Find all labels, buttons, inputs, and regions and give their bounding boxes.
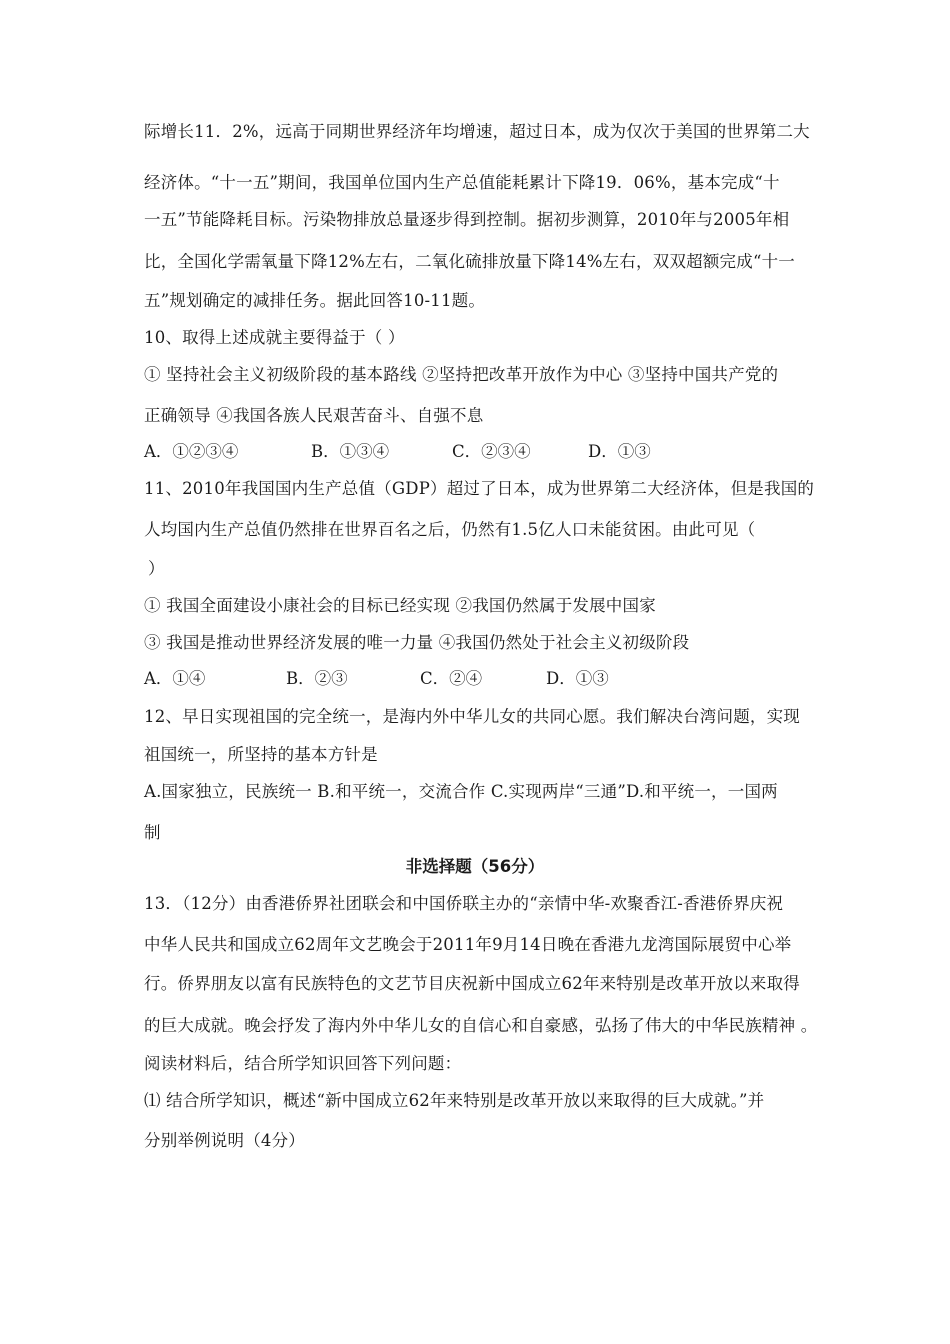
- question-10-option-a: A．①②③④: [144, 442, 239, 461]
- question-11-stem: 11、2010年我国国内生产总值（GDP）超过了日本，成为世界第二大经济体，但是我国的: [144, 479, 815, 498]
- question-11-option-b: B．②③: [286, 669, 348, 688]
- material-line: 五”规划确定的减排任务。据此回答10-11题。: [144, 291, 486, 310]
- question-10-items: ① 坚持社会主义初级阶段的基本路线 ②坚持把改革开放作为中心 ③坚持中国共产党的: [144, 365, 779, 384]
- question-13-line: 中华人民共和国成立62周年文艺晚会于2011年9月14日晚在香港九龙湾国际展贸中心举: [144, 935, 792, 954]
- question-13-line: 13．（12分）由香港侨界社团联会和中国侨联主办的“亲情中华-欢聚香江-香港侨界庆祝: [144, 894, 784, 913]
- question-11-stem: ）: [148, 559, 165, 578]
- question-13-line: 阅读材料后，结合所学知识回答下列问题：: [144, 1054, 462, 1073]
- question-13-line: 的巨大成就。晚会抒发了海内外中华儿女的自信心和自豪感，弘扬了伟大的中华民族精神 。: [144, 1016, 818, 1035]
- section-heading: 非选择题（56分）: [405, 857, 545, 876]
- question-13-line: 行。侨界朋友以富有民族特色的文艺节目庆祝新中国成立62年来特别是改革开放以来取得: [144, 974, 800, 993]
- question-12-stem: 祖国统一，所坚持的基本方针是: [144, 745, 378, 764]
- question-10-option-d: D．①③: [588, 442, 651, 461]
- material-line: 比，全国化学需氧量下降12%左右，二氧化硫排放量下降14%左右，双双超额完成“十一: [144, 252, 795, 271]
- question-11-option-d: D．①③: [546, 669, 609, 688]
- question-11-items: ① 我国全面建设小康社会的目标已经实现 ②我国仍然属于发展中国家: [144, 596, 656, 615]
- question-11-option-c: C．②④: [420, 669, 483, 688]
- question-13-subquestion: ⑴ 结合所学知识，概述“新中国成立62年来特别是改革开放以来取得的巨大成就。”并: [144, 1091, 765, 1110]
- question-11-option-a: A．①④: [144, 669, 206, 688]
- question-12-options: A.国家独立，民族统一 B.和平统一，交流合作 C.实现两岸“三通”D.和平统一，一国两: [144, 782, 778, 801]
- question-12-stem: 12、早日实现祖国的完全统一，是海内外中华儿女的共同心愿。我们解决台湾问题，实现: [144, 707, 800, 726]
- question-10-stem: 10、取得上述成就主要得益于（ ）: [144, 328, 405, 347]
- material-line: 经济体。“十一五”期间，我国单位国内生产总值能耗累计下降19．06%，基本完成“十: [144, 173, 780, 192]
- question-11-stem: 人均国内生产总值仍然排在世界百名之后，仍然有1.5亿人口未能贫困。由此可见（: [144, 520, 756, 539]
- question-10-option-b: B．①③④: [311, 442, 390, 461]
- material-line: 一五”节能降耗目标。污染物排放总量逐步得到控制。据初步测算，2010年与2005年相: [144, 210, 790, 229]
- question-10-option-c: C．②③④: [452, 442, 531, 461]
- material-line: 际增长11．2%，远高于同期世界经济年均增速，超过日本，成为仅次于美国的世界第二大: [144, 122, 810, 141]
- question-12-options: 制: [144, 823, 161, 842]
- question-13-subquestion: 分别举例说明（4分）: [144, 1131, 305, 1150]
- question-10-items: 正确领导 ④我国各族人民艰苦奋斗、自强不息: [144, 406, 484, 425]
- question-11-items: ③ 我国是推动世界经济发展的唯一力量 ④我国仍然处于社会主义初级阶段: [144, 633, 690, 652]
